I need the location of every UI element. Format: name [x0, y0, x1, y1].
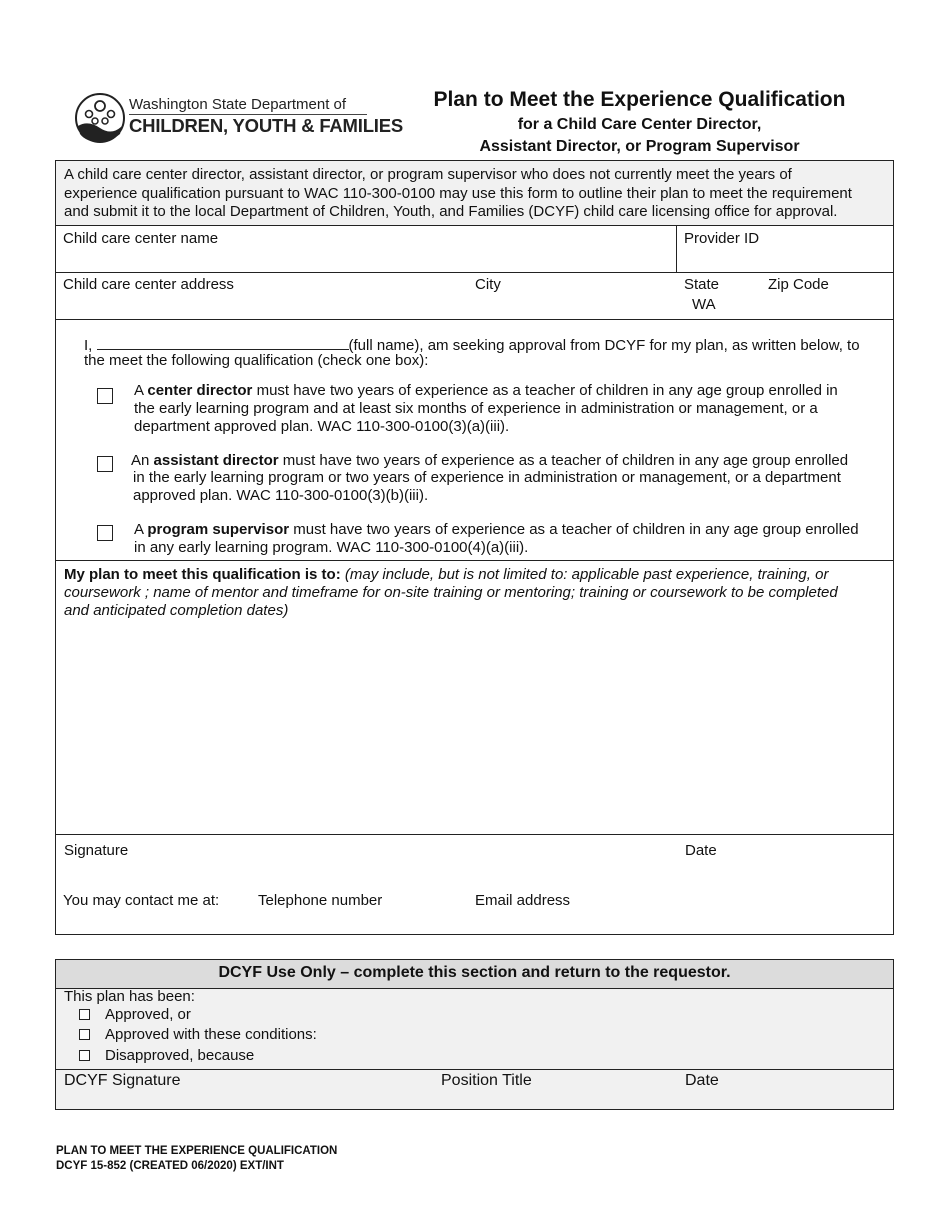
divider — [55, 225, 894, 226]
divider — [55, 319, 894, 320]
intro-line-2: experience qualification pursuant to WAC 110-300-0100 may use this form to outline their plan to meet the requirement — [64, 185, 852, 202]
program-supervisor-checkbox[interactable] — [97, 525, 113, 541]
telephone-label: Telephone number — [258, 892, 383, 909]
approved-checkbox[interactable] — [79, 1009, 90, 1020]
option-text: must have two years of experience as a teacher of children in any age group enrolled in — [256, 382, 838, 399]
statement-line-2: the meet the following qualification (check one box): — [84, 352, 429, 369]
address-field[interactable] — [60, 294, 460, 316]
option-assistant-director-line-2: in the early learning program or two years of experience in administration or management, or a department — [133, 469, 841, 486]
contact-label: You may contact me at: — [63, 892, 220, 909]
zip-label: Zip Code — [768, 276, 829, 293]
provider-id-field[interactable] — [682, 248, 887, 270]
email-label: Email address — [475, 892, 571, 909]
form-subtitle-2: Assistant Director, or Program Supervisor — [479, 138, 800, 155]
assistant-director-checkbox[interactable] — [97, 456, 113, 472]
dcyf-date-field[interactable] — [682, 1090, 882, 1108]
dcyf-signature-label: DCYF Signature — [64, 1072, 181, 1089]
dcyf-emblem-icon — [74, 90, 126, 146]
signature-label: Signature — [64, 842, 129, 859]
center-name-label: Child care center name — [63, 230, 219, 247]
center-name-field[interactable] — [60, 248, 672, 270]
form-title: Plan to Meet the Experience Qualification — [433, 88, 846, 111]
option-center-director-line-2: the early learning program and at least six months of experience in administration or management, or a — [134, 400, 818, 417]
signature-field[interactable] — [60, 862, 660, 884]
dcyf-header: DCYF Use Only – complete this section and return to the requestor. — [218, 964, 731, 981]
statement-prefix: I, — [84, 337, 93, 354]
option-article: A — [134, 382, 144, 399]
divider — [55, 272, 894, 273]
option-role: program supervisor — [147, 521, 290, 538]
telephone-field[interactable] — [256, 910, 461, 930]
position-title-label: Position Title — [441, 1072, 532, 1089]
dcyf-logo — [74, 90, 404, 146]
statement-text: (full name), am seeking approval from DCYF for my plan, as written below, to — [348, 337, 860, 354]
logo-line1: Washington State Department of — [129, 96, 347, 113]
email-field[interactable] — [472, 910, 887, 930]
footer-form-number: DCYF 15-852 (CREATED 06/2020) EXT/INT — [56, 1160, 284, 1172]
divider — [55, 834, 894, 835]
plan-prompt-line-1 — [64, 566, 828, 584]
option-assistant-director-line-3: approved plan. WAC 110-300-0100(3)(b)(iii). — [133, 487, 429, 504]
address-label: Child care center address — [63, 276, 234, 293]
divider — [55, 560, 894, 561]
logo-line2: CHILDREN, YOUTH & FAMILIES — [129, 115, 404, 136]
footer-form-name: PLAN TO MEET THE EXPERIENCE QUALIFICATION — [56, 1145, 338, 1157]
disapproved-label: Disapproved, because — [105, 1047, 255, 1064]
option-program-supervisor-line-1 — [134, 521, 859, 539]
option-center-director-line-1 — [134, 382, 838, 400]
intro-line-1: A child care center director, assistant director, or program supervisor who does not currently meet the years of — [64, 166, 792, 183]
divider — [676, 225, 677, 272]
plan-label: My plan to meet this qualification is to: — [64, 566, 341, 583]
dcyf-intro: This plan has been: — [64, 988, 195, 1005]
date-label: Date — [685, 842, 717, 859]
city-label: City — [475, 276, 501, 293]
option-article: A — [134, 521, 144, 538]
zip-field[interactable] — [765, 294, 885, 316]
form-subtitle-1: for a Child Care Center Director, — [517, 116, 762, 133]
dcyf-signature-field[interactable] — [60, 1090, 430, 1108]
option-program-supervisor-line-2: in any early learning program. WAC 110-300-0100(4)(a)(iii). — [134, 539, 529, 556]
option-text: must have two years of experience as a teacher of children in any age group enrolled — [293, 521, 859, 538]
plan-prompt-line-3 — [64, 602, 288, 620]
provider-id-label: Provider ID — [684, 230, 760, 247]
city-field[interactable] — [472, 294, 672, 316]
intro-line-3: and submit it to the local Department of Children, Youth, and Families (DCYF) child care licensing office for approval. — [64, 203, 838, 220]
option-text: must have two years of experience as a teacher of children in any age group enrolled — [282, 452, 849, 469]
divider — [55, 1069, 894, 1070]
state-label: State — [684, 276, 720, 293]
option-center-director-line-3: department approved plan. WAC 110-300-0100(3)(a)(iii). — [134, 418, 510, 435]
disapproved-checkbox[interactable] — [79, 1050, 90, 1061]
option-assistant-director-line-1 — [131, 452, 848, 470]
approved-conditions-checkbox[interactable] — [79, 1029, 90, 1040]
position-title-field[interactable] — [438, 1090, 673, 1108]
plan-hint: (may include, but is not limited to: applicable past experience, training, or — [344, 566, 829, 583]
option-role: assistant director — [153, 452, 279, 469]
option-role: center director — [147, 382, 253, 399]
approved-conditions-label: Approved with these conditions: — [105, 1026, 317, 1043]
approved-label: Approved, or — [105, 1006, 191, 1023]
full-name-field[interactable] — [97, 335, 349, 350]
state-value: WA — [692, 296, 716, 313]
plan-hint: coursework ; name of mentor and timeframe for on-site training or mentoring; training or coursework to be completed — [64, 584, 838, 601]
option-article: An — [131, 452, 150, 469]
dcyf-date-label: Date — [685, 1072, 719, 1089]
date-field[interactable] — [682, 862, 882, 884]
plan-hint: and anticipated completion dates) — [64, 602, 289, 619]
plan-prompt-line-2 — [64, 584, 838, 602]
center-director-checkbox[interactable] — [97, 388, 113, 404]
plan-text-area[interactable] — [60, 628, 888, 828]
